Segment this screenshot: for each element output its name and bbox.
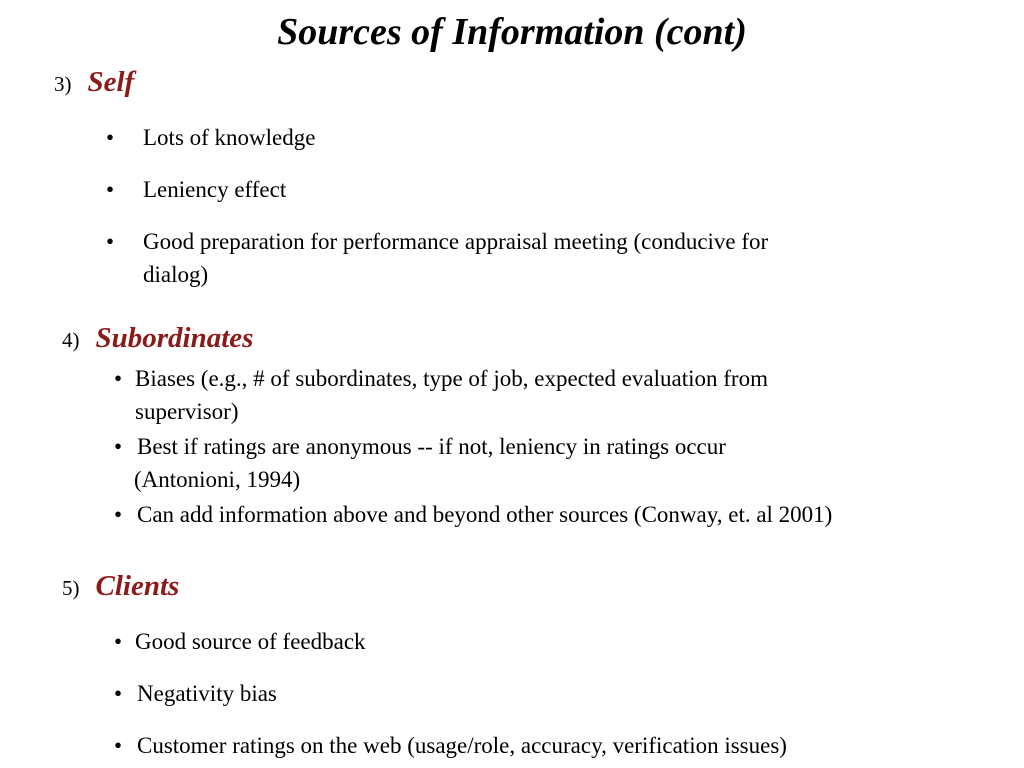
list-item-text: Biases (e.g., # of subordinates, type of job, expected evaluation from (135, 366, 768, 391)
slide-title: Sources of Information (cont) (277, 11, 747, 53)
section-number: 5) (62, 576, 80, 600)
list-item-text: Lots of knowledge (143, 125, 316, 150)
bullet-dot-icon: • (114, 681, 123, 706)
section-heading-text: Clients (95, 570, 180, 602)
bullet-dot-icon: • (114, 434, 123, 459)
section-self-heading (54, 66, 134, 99)
list-item-text: Good preparation for performance appraisal meeting (conducive for (143, 229, 769, 254)
bullet-dot-icon: • (114, 629, 123, 654)
list-item-text: Best if ratings are anonymous -- if not, leniency in ratings occur (137, 434, 726, 459)
list-item-text: Leniency effect (143, 177, 287, 202)
list-item-text: Can add information above and beyond other sources (Conway, et. al 2001) (137, 502, 833, 527)
bullet-dot-icon: • (106, 229, 115, 254)
list-item-text: Negativity bias (137, 681, 277, 706)
list-item-text-continued: dialog) (143, 262, 209, 287)
list-item-text-continued: supervisor) (135, 399, 239, 424)
section-heading-text: Subordinates (95, 322, 254, 354)
section-subordinates-heading (62, 322, 253, 355)
list-item-text: Good source of feedback (135, 629, 366, 654)
bullet-dot-icon: • (106, 125, 115, 150)
section-heading-text: Self (87, 66, 135, 98)
bullet-dot-icon: • (114, 733, 123, 758)
section-number: 4) (62, 328, 80, 352)
bullet-dot-icon: • (114, 502, 123, 527)
section-clients-heading (62, 570, 179, 603)
list-item-text-continued: (Antonioni, 1994) (134, 467, 301, 492)
bullet-dot-icon: • (114, 366, 123, 391)
bullet-dot-icon: • (106, 177, 115, 202)
list-item-text: Customer ratings on the web (usage/role, accuracy, verification issues) (137, 733, 787, 758)
section-number: 3) (54, 72, 72, 96)
